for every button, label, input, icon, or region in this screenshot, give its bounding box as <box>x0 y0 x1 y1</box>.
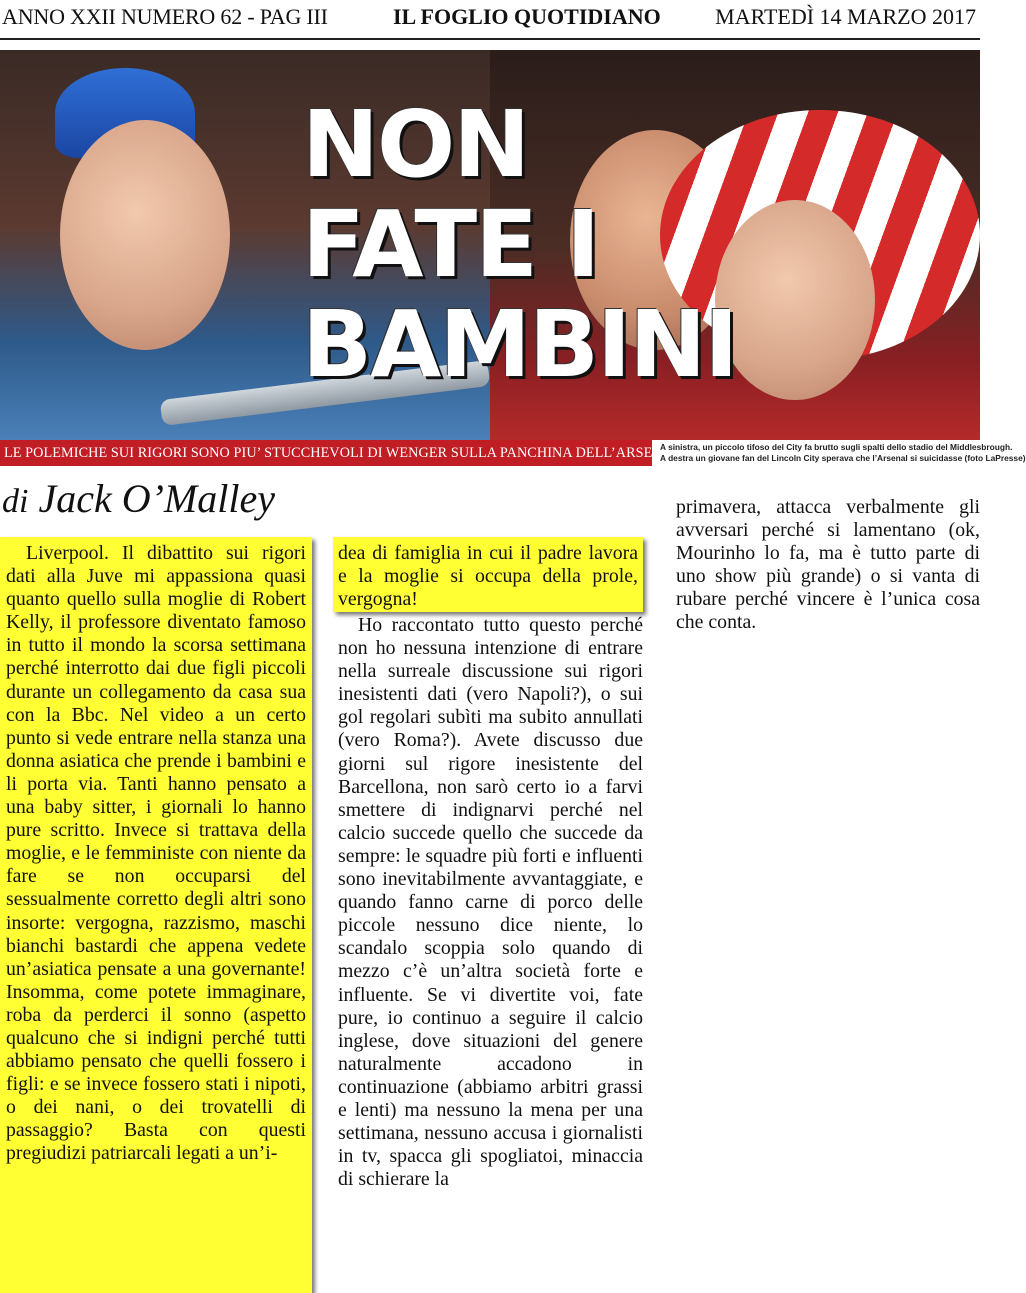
issue-date: MARTEDÌ 14 MARZO 2017 <box>715 4 976 29</box>
hero-photo <box>0 50 980 440</box>
article-paragraph: Ho raccontato tutto questo perché non ho nessuna intenzione di entrare nella surreale discussione sui rigori inesistenti dati (vero Napoli?), o sui gol regolari subìti ma subito annullati (vero Roma?). Avete discusso due giorni sul rigore inesistente del Barcellona, non sarò certo io a farvi smettere di indignarvi perché nel calcio succede quello che succede da sempre: le squadre più forti e influenti sono inevitabilmente avvantaggiate, e quando fanno carne di porco delle piccole nessuno dice niente, lo scandalo scoppia solo quando di mezzo c’è un’altra società forte e influente. Se vi divertite voi, fate pure, io continuo a seguire il calcio inglese, dove situazioni del genere naturalmente accadono in continuazione (abbiamo arbitri grassi e lenti) ma nessuno la mena per una settimana, nessuno accusa i giornalisti in tv, spacca gli spogliatoi, minaccia di schierare la <box>338 614 643 1191</box>
byline-author: Jack O’Malley <box>38 476 275 521</box>
photo-caption <box>660 442 1026 464</box>
article-paragraph: dea di famiglia in cui il padre lavora e la moglie si occupa della prole, vergogna! <box>338 542 638 611</box>
byline-prefix: di <box>2 483 29 520</box>
subtitle-bar <box>0 440 682 466</box>
masthead-rule <box>0 38 980 40</box>
article-column-2 <box>338 614 643 1191</box>
headline <box>302 91 742 398</box>
headline-line: FATE I <box>302 191 599 298</box>
headline-line: NON <box>302 91 529 198</box>
article-column-1 <box>0 537 312 1166</box>
article-paragraph: Liverpool. Il dibattito sui rigori dati alla Juve mi appassiona quasi quanto quello sulla moglie di Robert Kelly, il professore diventato famoso in tutto il mondo la scorsa settimana perché interrotto dai due figli piccoli durante un collegamento da casa sua con la Bbc. Nel video a un certo punto si vede entrare nella stanza una donna asiatica che prende i bambini e li porta via. Tanti hanno pensato a una baby sitter, i giornali lo hanno pure scritto. Invece si trattava della moglie, e le femministe con niente da fare se non occuparsi del sessualmente corretto degli altri sono insorte: vergogna, razzismo, maschi bianchi bastardi che appena vedete un’asiatica pensate a una governante! Insomma, come potete immaginare, roba da perderci il sonno (aspetto qualcuno che si indigni perché tutti abbiamo pensato che quelli fossero i figli: e se invece fossero stati i nipoti, o dei nani, o dei trovatelli di passaggio? Basta con questi pregiudizi patriarcali legati a un’i- <box>6 542 306 1165</box>
photo-caption-line: A destra un giovane fan del Lincoln City sperava che l’Arsenal si suicidasse (foto LaPresse) <box>660 453 1026 463</box>
article-column-2-highlight <box>333 542 643 611</box>
headline-line: BAMBINI <box>302 291 737 398</box>
byline <box>2 475 275 522</box>
article-paragraph: primavera, attacca verbalmente gli avversari perché si lamentano (ok, Mourinho lo fa, ma è tutto parte di uno show più grande) o si vanta di rubare perché vincere è l’unica cosa che conta. <box>676 496 980 634</box>
child-face-shape <box>60 120 230 350</box>
issue-info: ANNO XXII NUMERO 62 - PAG III <box>2 4 328 29</box>
newspaper-name: IL FOGLIO QUOTIDIANO <box>393 4 661 29</box>
masthead <box>0 0 980 44</box>
photo-caption-line: A sinistra, un piccolo tifoso del City fa brutto sugli spalti dello stadio del Middlesbrough. <box>660 442 1013 452</box>
article-column-3 <box>676 496 980 635</box>
subtitle: LE POLEMICHE SUI RIGORI SONO PIU’ STUCCHEVOLI DI WENGER SULLA PANCHINA DELL’ARSENAL <box>4 445 682 461</box>
